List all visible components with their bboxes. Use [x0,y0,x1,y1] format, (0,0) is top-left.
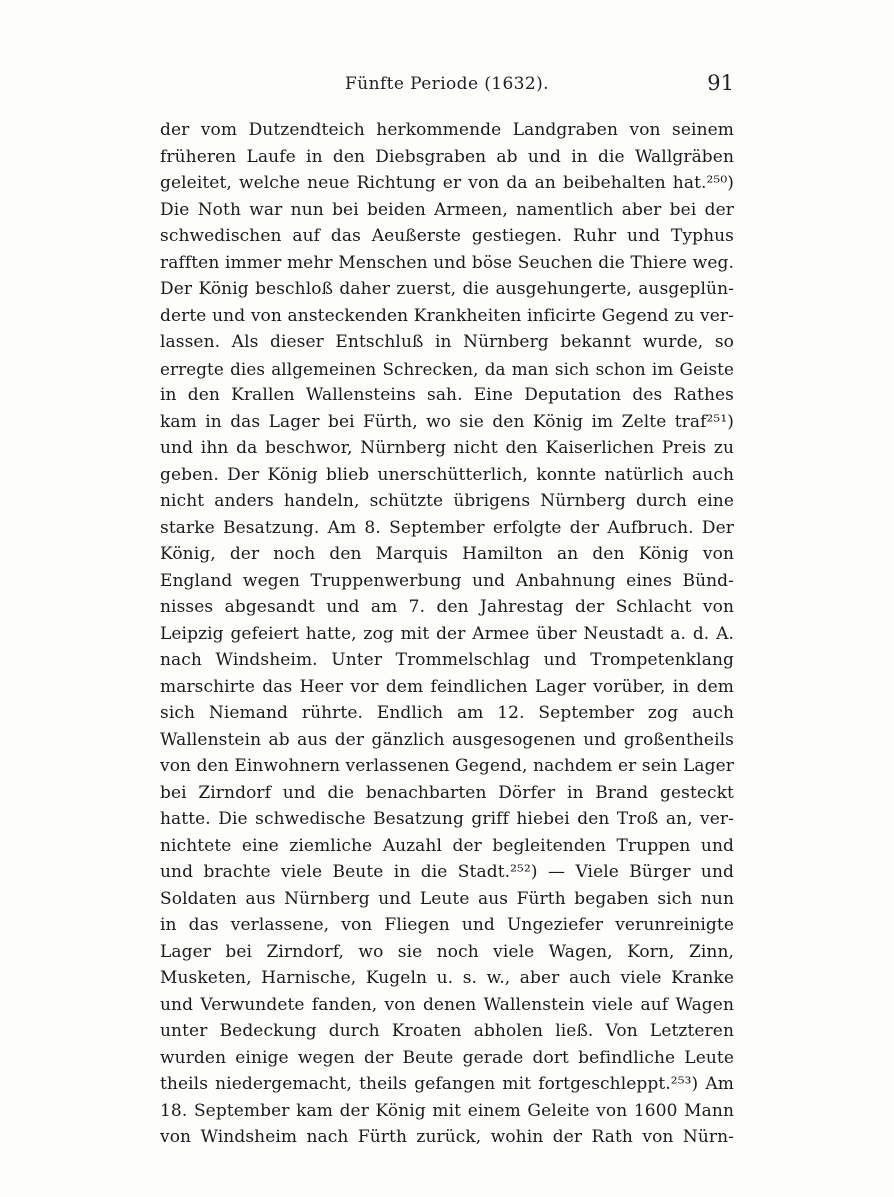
text-line: bei Zirndorf und die benachbarten Dörfer in Brand gesteckt [160,782,734,803]
text-line: sich Niemand rührte. Endlich am 12. September zog auch [160,703,734,723]
text-line: hatte. Die schwedische Besatzung griff hiebei den Troß an, ver- [160,809,734,829]
text-line: kam in das Lager bei Fürth, wo sie den König im Zelte traf²⁵¹) [160,411,734,432]
text-line: Lager bei Zirndorf, wo sie noch viele Wagen, Korn, Zinn, [160,941,734,962]
text-line: und Verwundete fanden, von denen Wallenstein viele auf Wagen [160,994,734,1015]
text-line: und ihn da beschwor, Nürnberg nicht den Kaiserlichen Preis zu [160,438,734,458]
text-line: 18. September kam der König mit einem Geleite von 1600 Mann [160,1100,734,1121]
text-line: marschirte das Heer vor dem feindlichen Lager vorüber, in dem [160,676,734,697]
text-line: geleitet, welche neue Richtung er von da an beibehalten hat.²⁵⁰) [160,173,734,193]
running-title: Fünfte Periode (1632). [345,74,549,94]
body-text [160,117,734,1147]
text-line: von Windsheim nach Fürth zurück, wohin der Rath von Nürn- [160,1127,734,1147]
text-line: lassen. Als dieser Entschluß in Nürnberg bekannt wurde, so [160,332,734,352]
text-line: nicht anders handeln, schützte übrigens Nürnberg durch eine [160,491,734,511]
text-line: Der König beschloß daher zuerst, die ausgehungerte, ausgeplün- [160,279,734,299]
page-number: 91 [707,71,734,95]
text-line: und brachte viele Beute in die Stadt.²⁵²) — Viele Bürger und [160,862,734,882]
text-line: in den Krallen Wallensteins sah. Eine Deputation des Rathes [160,385,734,405]
text-line: derte und von ansteckenden Krankheiten inficirte Gegend zu ver- [160,305,734,326]
text-line: Wallenstein ab aus der gänzlich ausgesogenen und großentheils [160,729,734,750]
running-head [160,71,734,104]
text-line: wurden einige wegen der Beute gerade dort befindliche Leute [160,1047,734,1068]
text-line: früheren Laufe in den Diebsgraben ab und in die Wallgräben [160,146,734,167]
text-line: erregte dies allgemeinen Schrecken, da man sich schon im Geiste [160,358,734,379]
text-line: von den Einwohnern verlassenen Gegend, nachdem er sein Lager [160,756,734,776]
text-line: in das verlassene, von Fliegen und Ungeziefer verunreinigte [160,915,734,935]
text-line: theils niedergemacht, theils gefangen mit fortgeschleppt.²⁵³) Am [160,1074,734,1094]
text-line: der vom Dutzendteich herkommende Landgraben von seinem [160,120,734,140]
text-line: Leipzig gefeiert hatte, zog mit der Armee über Neustadt a. d. A. [160,623,734,644]
text-line: nach Windsheim. Unter Trommelschlag und Trompetenklang [160,650,734,670]
text-line: schwedischen auf das Aeußerste gestiegen. Ruhr und Typhus [160,226,734,246]
text-line: geben. Der König blieb unerschütterlich, konnte natürlich auch [160,464,734,485]
text-line: Musketen, Harnische, Kugeln u. s. w., aber auch viele Kranke [160,968,734,988]
text-line: nichtete eine ziemliche Auzahl der begleitenden Truppen und [160,835,734,856]
text-line: unter Bedeckung durch Kroaten abholen ließ. Von Letzteren [160,1021,734,1041]
text-line: starke Besatzung. Am 8. September erfolgte der Aufbruch. Der [160,517,734,538]
text-line: Soldaten aus Nürnberg und Leute aus Fürth begaben sich nun [160,888,734,909]
text-line: nisses abgesandt und am 7. den Jahrestag der Schlacht von [160,597,734,617]
text-line: rafften immer mehr Menschen und böse Seuchen die Thiere weg. [160,252,734,273]
text-line: König, der noch den Marquis Hamilton an den König von [160,544,734,564]
text-line: England wegen Truppenwerbung und Anbahnung eines Bünd- [160,570,734,591]
text-line: Die Noth war nun bei beiden Armeen, namentlich aber bei der [160,199,734,220]
